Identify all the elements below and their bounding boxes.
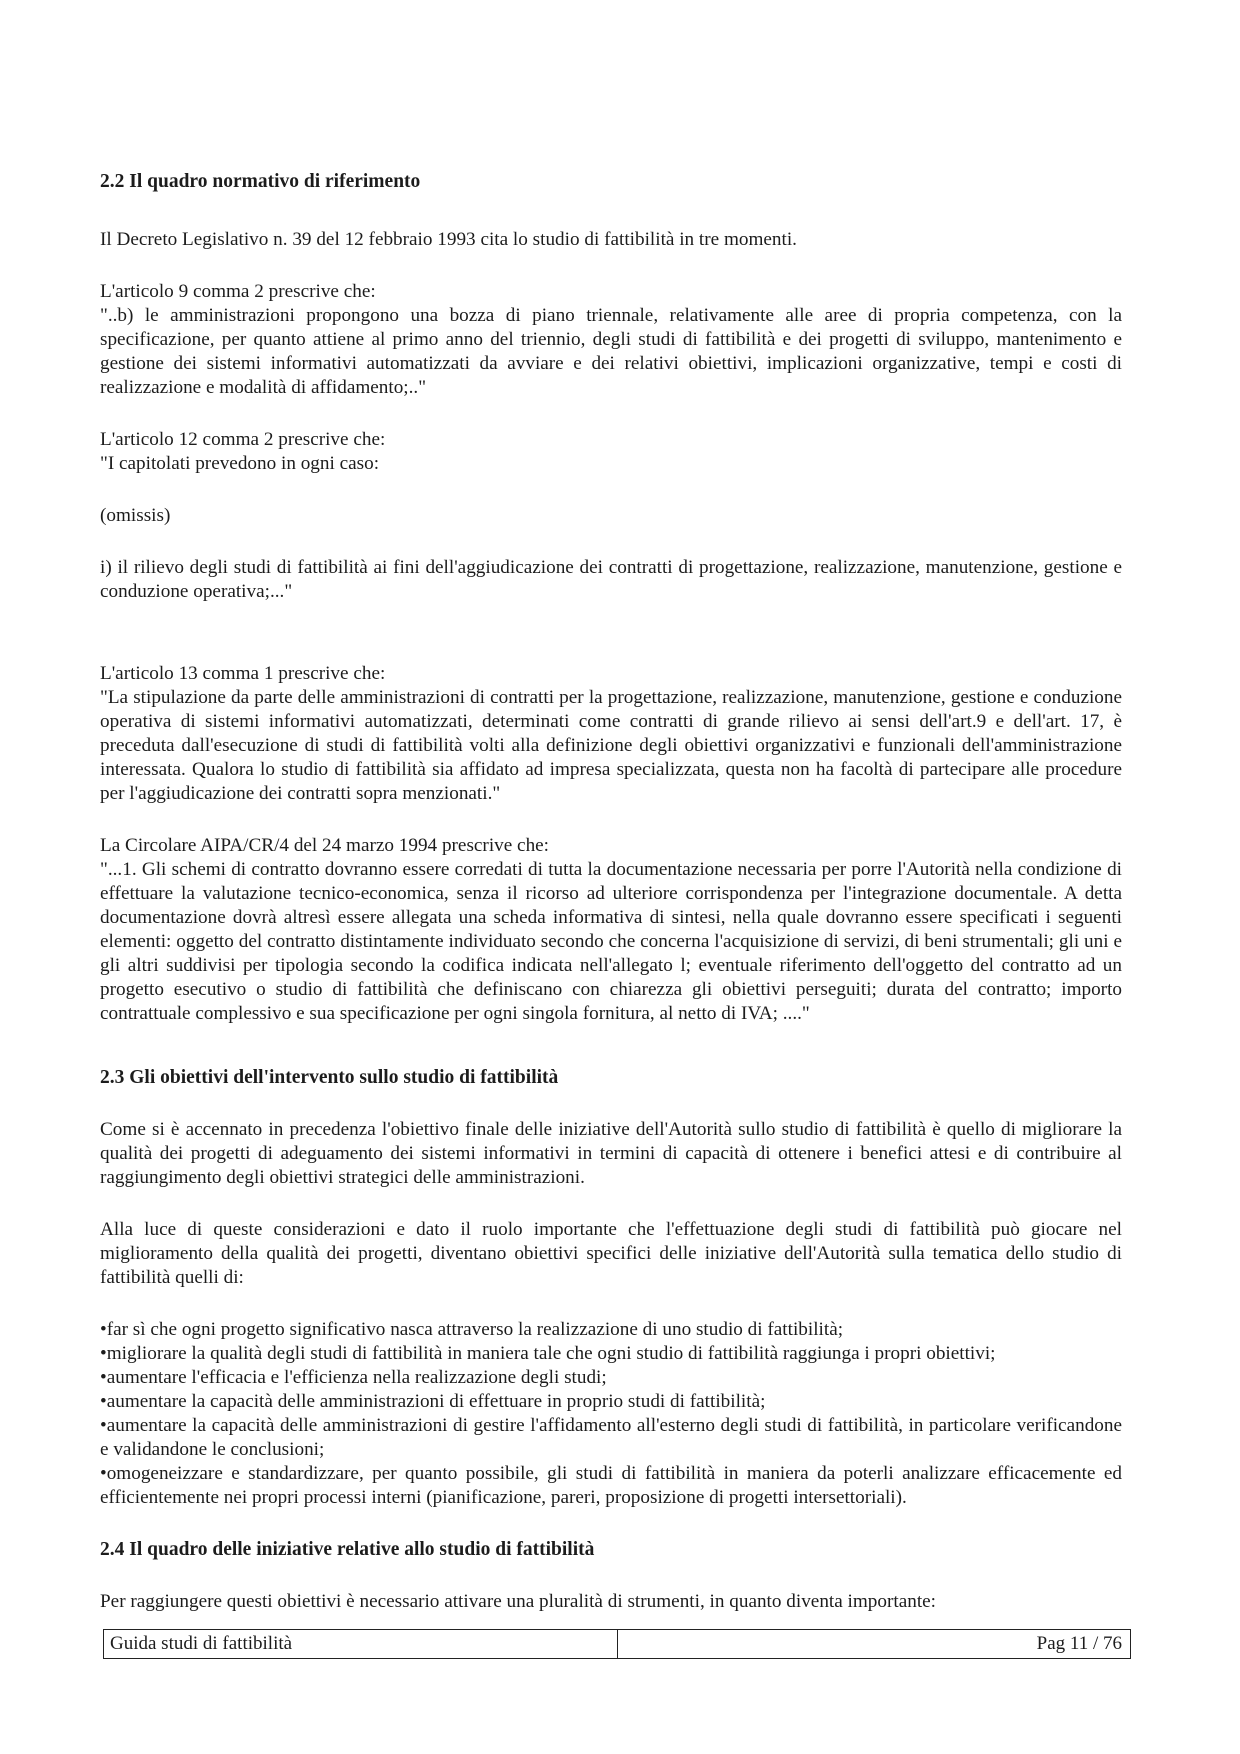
list-item: •aumentare la capacità delle amministrazioni di gestire l'affidamento all'esterno degli studi di fattibilità, in particolare verificandone e validandone le conclusioni;: [100, 1415, 1122, 1460]
list-item: •aumentare l'efficacia e l'efficienza nella realizzazione degli studi;: [100, 1367, 607, 1388]
footer-page-number: Pag 11 / 76: [1036, 1633, 1122, 1654]
section-heading-2-2: 2.2 Il quadro normativo di riferimento: [100, 171, 421, 192]
section-heading-2-4: 2.4 Il quadro delle iniziative relative allo studio di fattibilità: [100, 1539, 595, 1560]
art9-quote: "..b) le amministrazioni propongono una bozza di piano triennale, relativamente alle aree di propria competenza, con la specificazione, per quanto attiene al primo anno del triennio, degli studi di fattibilità e dei progetti di sviluppo, mantenimento e gestione dei sistemi informativi automatizzati da avviare e dei relativi obiettivi, implicazioni organizzative, tempi e costi di realizzazione e modalità di affidamento;..": [100, 305, 1122, 398]
objectives-list: [100, 1318, 1122, 1510]
list-item: •far sì che ogni progetto significativo nasca attraverso la realizzazione di uno studio di fattibilità;: [100, 1319, 844, 1340]
section-heading-2-3: 2.3 Gli obiettivi dell'intervento sullo studio di fattibilità: [100, 1067, 559, 1088]
list-item: •aumentare la capacità delle amministrazioni di effettuare in proprio studi di fattibilità;: [100, 1391, 766, 1412]
art12-quote: "I capitolati prevedono in ogni caso:: [100, 453, 380, 474]
intro-paragraph: Il Decreto Legislativo n. 39 del 12 febbraio 1993 cita lo studio di fattibilità in tre momenti.: [100, 229, 797, 250]
art12-label: L'articolo 12 comma 2 prescrive che:: [100, 429, 386, 450]
footer-title: Guida studi di fattibilità: [104, 1630, 618, 1658]
objectives-paragraph-2: Alla luce di queste considerazioni e dato il ruolo importante che l'effettuazione degli studi di fattibilità può giocare nel miglioramento della qualità dei progetti, diventano obiettivi specifici delle iniziative dell'Autorità sulla tematica dello studio di fattibilità quelli di:: [100, 1219, 1122, 1288]
list-item: •omogeneizzare e standardizzare, per quanto possibile, gli studi di fattibilità in maniera da poterli analizzare efficacemente ed efficientemente nei propri processi interni (pianificazione, pareri, proposizione di progetti intersettoriali).: [100, 1463, 1122, 1508]
art12-item: i) il rilievo degli studi di fattibilità ai fini dell'aggiudicazione dei contratti di progettazione, realizzazione, manutenzione, gestione e conduzione operativa;...": [100, 557, 1122, 602]
page-content: [100, 170, 1122, 1614]
omissis-text: (omissis): [100, 505, 171, 526]
list-item: •migliorare la qualità degli studi di fattibilità in maniera tale che ogni studio di fattibilità raggiunga i propri obiettivi;: [100, 1343, 996, 1364]
initiatives-paragraph: Per raggiungere questi obiettivi è necessario attivare una pluralità di strumenti, in quanto diventa importante:: [100, 1591, 937, 1612]
page-footer: [103, 1629, 1131, 1659]
art13-label: L'articolo 13 comma 1 prescrive che:: [100, 663, 386, 684]
art13-quote: "La stipulazione da parte delle amministrazioni di contratti per la progettazione, realizzazione, manutenzione, gestione e conduzione operativa di sistemi informativi automatizzati, determinati come contratti di grande rilievo ai sensi dell'art.9 e dell'art. 17, è preceduta dall'esecuzione di studi di fattibilità volti alla definizione degli obiettivi organizzativi e funzionali dell'amministrazione interessata. Qualora lo studio di fattibilità sia affidato ad impresa specializzata, questa non ha facoltà di partecipare alle procedure per l'aggiudicazione dei contratti sopra menzionati.": [100, 687, 1122, 804]
objectives-paragraph-1: Come si è accennato in precedenza l'obiettivo finale delle iniziative dell'Autorità sullo studio di fattibilità è quello di migliorare la qualità dei progetti di adeguamento dei sistemi informativi in termini di capacità di ottenere i benefici attesi e di contribuire al raggiungimento degli obiettivi strategici delle amministrazioni.: [100, 1119, 1122, 1188]
art9-label: L'articolo 9 comma 2 prescrive che:: [100, 281, 376, 302]
circolare-quote: "...1. Gli schemi di contratto dovranno essere corredati di tutta la documentazione necessaria per porre l'Autorità nella condizione di effettuare la valutazione tecnico-economica, senza il ricorso ad ulteriore corrispondenza per l'integrazione documentale. A detta documentazione dovrà altresì essere allegata una scheda informativa di sintesi, nella quale dovranno essere specificati i seguenti elementi: oggetto del contratto distintamente individuato secondo che concerna l'acquisizione di servizi, di beni strumentali; gli uni e gli altri suddivisi per tipologia secondo la codifica indicata nell'allegato l; eventuale riferimento dell'oggetto del contratto ad un progetto esecutivo o studio di fattibilità che definiscano con chiarezza gli obiettivi perseguiti; durata del contratto; importo contrattuale complessivo e sua specificazione per ogni singola fornitura, al netto di IVA; ....": [100, 859, 1122, 1024]
circolare-label: La Circolare AIPA/CR/4 del 24 marzo 1994 prescrive che:: [100, 835, 550, 856]
